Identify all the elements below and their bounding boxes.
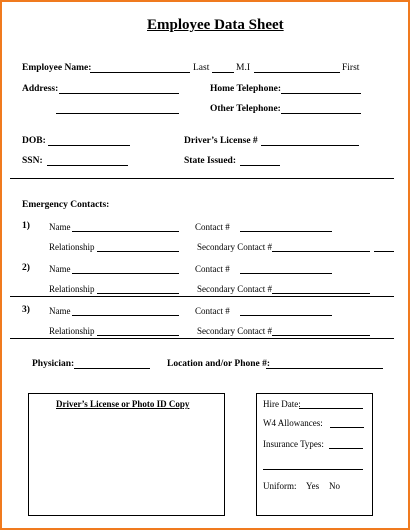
home-telephone-field[interactable] (281, 93, 361, 94)
contact-1-divider (374, 251, 394, 252)
photo-id-box[interactable] (28, 393, 225, 516)
contact-1-relationship-label: Relationship (49, 242, 95, 252)
contact-3-relationship-label: Relationship (49, 326, 95, 336)
contact-2-secondary-label: Secondary Contact # (197, 284, 272, 294)
ssn-label: SSN: (22, 156, 43, 166)
uniform-no-option[interactable]: No (329, 481, 340, 491)
contact-3-name-label: Name (49, 306, 71, 316)
contact-2-relationship-field[interactable] (97, 293, 179, 294)
ssn-field[interactable] (47, 165, 128, 166)
employee-name-label: Employee Name: (22, 63, 92, 73)
physician-label: Physician: (32, 359, 75, 369)
state-issued-field[interactable] (240, 165, 280, 166)
last-name-caption: Last (193, 63, 210, 73)
drivers-license-field[interactable] (261, 145, 359, 146)
dob-field[interactable] (48, 145, 130, 146)
hire-date-label: Hire Date: (263, 399, 301, 409)
contact-3-divider (10, 338, 394, 339)
uniform-label: Uniform: (263, 481, 297, 491)
contact-number-3: 3) (22, 305, 30, 315)
employee-first-name-field[interactable] (254, 72, 340, 73)
address-field-line1[interactable] (59, 93, 179, 94)
contact-2-divider (10, 296, 394, 297)
contact-1-name-label: Name (49, 222, 71, 232)
uniform-yes-option[interactable]: Yes (306, 481, 320, 491)
contact-2-relationship-label: Relationship (49, 284, 95, 294)
contact-3-secondary-label: Secondary Contact # (197, 326, 272, 336)
contact-1-secondary-label: Secondary Contact # (197, 242, 272, 252)
contact-1-name-field[interactable] (72, 231, 179, 232)
page-title: Employee Data Sheet (147, 17, 284, 33)
other-telephone-field[interactable] (281, 113, 361, 114)
insurance-types-label: Insurance Types: (263, 439, 324, 449)
dob-label: DOB: (22, 136, 46, 146)
contact-3-phone-field[interactable] (240, 315, 332, 316)
contact-number-1: 1) (22, 221, 30, 231)
other-telephone-label: Other Telephone: (210, 104, 281, 114)
emergency-contacts-heading: Emergency Contacts: (22, 200, 110, 210)
contact-3-name-field[interactable] (72, 315, 179, 316)
location-phone-field[interactable] (266, 368, 383, 369)
address-field-line2[interactable] (56, 113, 179, 114)
insurance-types-field[interactable] (329, 448, 363, 449)
employee-mi-field[interactable] (212, 72, 234, 73)
contact-2-secondary-field[interactable] (272, 293, 370, 294)
w4-allowances-field[interactable] (330, 427, 364, 428)
contact-2-phone-field[interactable] (240, 273, 332, 274)
home-telephone-label: Home Telephone: (210, 84, 281, 94)
contact-3-phone-label: Contact # (195, 306, 230, 316)
mi-caption: M.I (236, 63, 250, 73)
first-name-caption: First (342, 63, 360, 73)
insurance-types-field-extra[interactable] (263, 469, 363, 470)
section-divider (10, 178, 394, 179)
w4-allowances-label: W4 Allowances: (263, 418, 323, 428)
contact-1-phone-field[interactable] (240, 231, 332, 232)
employee-last-name-field[interactable] (90, 72, 190, 73)
drivers-license-label: Driver’s License # (184, 136, 258, 146)
physician-field[interactable] (74, 368, 150, 369)
contact-1-relationship-field[interactable] (97, 251, 179, 252)
contact-2-name-field[interactable] (72, 273, 179, 274)
contact-3-secondary-field[interactable] (272, 335, 370, 336)
hire-date-field[interactable] (299, 408, 363, 409)
contact-number-2: 2) (22, 263, 30, 273)
contact-1-secondary-field[interactable] (272, 251, 370, 252)
contact-2-name-label: Name (49, 264, 71, 274)
contact-2-phone-label: Contact # (195, 264, 230, 274)
state-issued-label: State Issued: (184, 156, 236, 166)
contact-1-phone-label: Contact # (195, 222, 230, 232)
location-phone-label: Location and/or Phone #: (167, 359, 271, 369)
office-use-box (256, 393, 373, 516)
address-label: Address: (22, 84, 59, 94)
photo-id-box-title: Driver’s License or Photo ID Copy (56, 399, 190, 409)
contact-3-relationship-field[interactable] (97, 335, 179, 336)
